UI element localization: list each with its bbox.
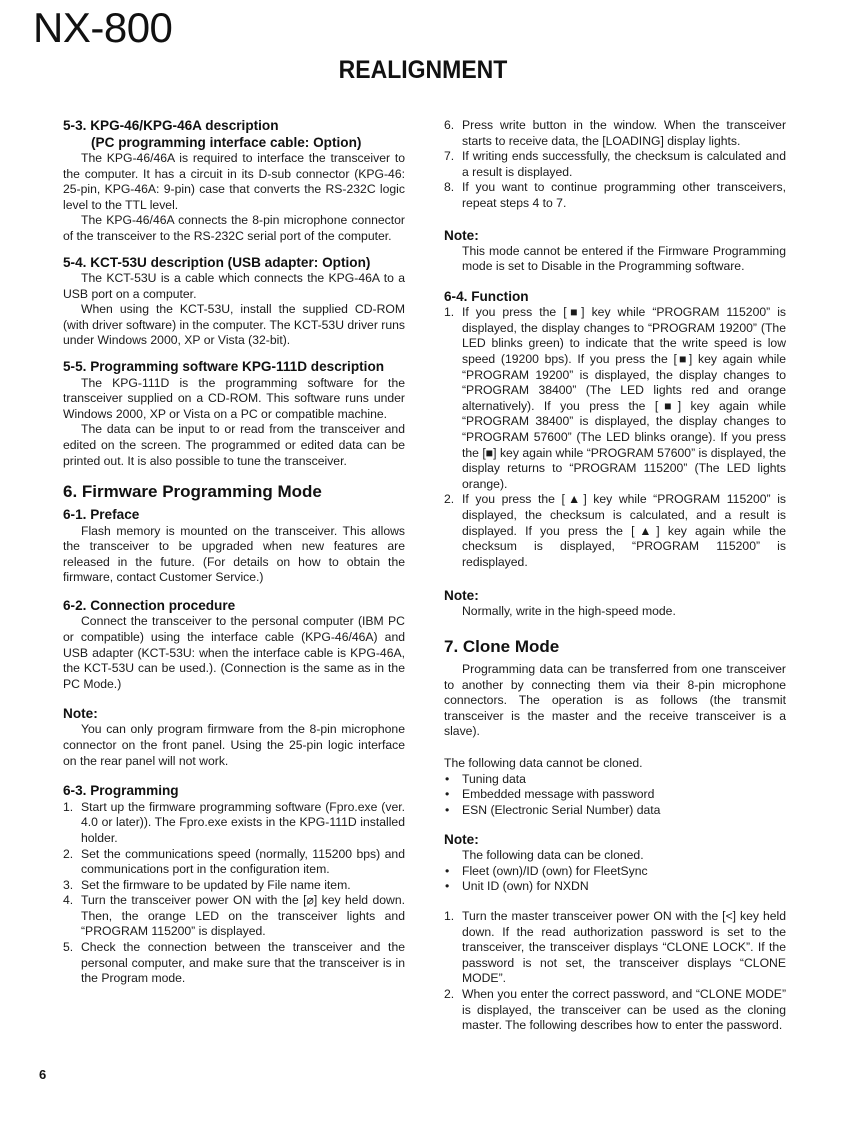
list-item bbox=[63, 847, 405, 878]
bullet: • bbox=[445, 771, 450, 786]
step-number: 1. bbox=[444, 909, 455, 924]
heading-7: 7. Clone Mode bbox=[444, 636, 560, 656]
note-heading-4: Note: bbox=[444, 832, 479, 848]
heading-5-4: 5-4. KCT-53U description (USB adapter: Option) bbox=[63, 254, 371, 270]
step-text: Turn the transceiver power ON with the [⌀] key held down. Then, the orange LED on the transceiver lights and “PROGRAM 115200” is displayed. bbox=[81, 893, 405, 939]
section-title: REALIGNMENT bbox=[338, 56, 508, 84]
step-text: Start up the firmware programming software (Fpro.exe (ver. 4.0 or later)). The Fpro.exe exists in the KPG-111D installed holder. bbox=[81, 799, 405, 845]
paragraph-5-5-1: The KPG-111D is the programming software for the transceiver supplied on a CD-ROM. This software runs under Windows 2000, XP or Vista on a PC or compatible machine. bbox=[63, 375, 405, 421]
paragraph-6-1: Flash memory is mounted on the transceiver. This allows the transceiver to be upgraded when new features are released in the future. (For details on how to obtain the firmware, contact Customer Service.) bbox=[63, 523, 405, 585]
bullet: • bbox=[445, 863, 450, 878]
step-number: 1. bbox=[63, 799, 74, 814]
step-number: 8. bbox=[444, 180, 455, 195]
paragraph-5-3-1: The KPG-46/46A is required to interface the transceiver to the computer. It has a circuit in its D-sub connector (KPG-46: 25-pin, KPG-46A: 9-pin) case that converts the RS-232C logic level to the TTL level. bbox=[63, 151, 405, 212]
paragraph-5-5-2: The data can be input to or read from the transceiver and edited on the screen. The programmed or edited data can be printed out. It is also possible to tune the transceiver. bbox=[63, 422, 405, 468]
cannot-clone-list bbox=[444, 772, 786, 819]
heading-6: 6. Firmware Programming Mode bbox=[63, 482, 322, 502]
heading-5-3-subtitle: (PC programming interface cable: Option) bbox=[91, 134, 362, 150]
step-number: 3. bbox=[63, 877, 74, 892]
list-item bbox=[444, 305, 786, 492]
note-heading-3: Note: bbox=[444, 588, 479, 604]
note-heading-1: Note: bbox=[63, 706, 98, 722]
function-list bbox=[444, 305, 786, 570]
step-text: If writing ends successfully, the checksum is calculated and a result is displayed. bbox=[462, 149, 786, 179]
step-text: Turn the master transceiver power ON with the [<] key held down. If the read authorization password is set to the transceiver, the transceiver displays “CLONE LOCK”. If the password is not set, the transceiver displays “CLONE MODE”. bbox=[462, 909, 786, 986]
list-item bbox=[444, 118, 786, 149]
note-text-1: You can only program firmware from the 8-pin microphone connector on the front panel. Using the 25-pin logic interface on the rear panel will not work. bbox=[63, 722, 405, 768]
model-name: NX-800 bbox=[33, 4, 173, 51]
list-item bbox=[63, 893, 405, 940]
bullet-text: ESN (Electronic Serial Number) data bbox=[462, 802, 661, 817]
list-item bbox=[444, 180, 786, 211]
heading-6-1: 6-1. Preface bbox=[63, 507, 140, 523]
bullet-text: Tuning data bbox=[462, 771, 526, 786]
step-number: 4. bbox=[63, 893, 74, 908]
heading-5-5: 5-5. Programming software KPG-111D description bbox=[63, 359, 385, 375]
list-item bbox=[444, 803, 786, 819]
step-number: 2. bbox=[444, 987, 455, 1002]
step-number: 7. bbox=[444, 149, 455, 164]
list-item bbox=[444, 864, 786, 880]
item-number: 2. bbox=[444, 492, 455, 507]
step-text: Check the connection between the transceiver and the personal computer, and make sure that the transceiver is in the Program mode. bbox=[81, 940, 405, 986]
item-text: If you press the [▲] key while “PROGRAM 115200” is displayed, the checksum is calculated, and a result is displayed. If you press the [▲] key again while the checksum is displayed, “PROGRAM 115200” is redisplayed. bbox=[462, 492, 786, 569]
heading-6-2: 6-2. Connection procedure bbox=[63, 597, 236, 613]
list-item bbox=[63, 878, 405, 894]
paragraph-5-4-2: When using the KCT-53U, install the supplied CD-ROM (with driver software) in the computer. The KCT-53U driver runs under Windows 2000, XP or Vista (32-bit). bbox=[63, 302, 405, 348]
programming-steps-continued bbox=[444, 118, 786, 212]
paragraph-5-3-2: The KPG-46/46A connects the 8-pin microphone connector of the transceiver to the RS-232C serial port of the computer. bbox=[63, 213, 405, 243]
heading-5-3: 5-3. KPG-46/KPG-46A description bbox=[63, 118, 279, 133]
bullet: • bbox=[445, 879, 450, 894]
step-number: 6. bbox=[444, 118, 455, 132]
bullet-text: Unit ID (own) for NXDN bbox=[462, 879, 589, 894]
bullet-text: Embedded message with password bbox=[462, 787, 655, 802]
step-number: 2. bbox=[63, 846, 74, 861]
page-number: 6 bbox=[39, 1067, 47, 1082]
heading-6-3: 6-3. Programming bbox=[63, 783, 179, 799]
step-number: 5. bbox=[63, 940, 74, 955]
step-text: When you enter the correct password, and “CLONE MODE” is displayed, the transceiver can be used as the cloning master. The following describes how to enter the password. bbox=[462, 987, 786, 1033]
bullet: • bbox=[445, 787, 450, 802]
paragraph-7-1: Programming data can be transferred from one transceiver to another by connecting them via their 8-pin microphone connectors. The operation is as follows (the transmit transceiver is the master and the receive transceiver is a slave). bbox=[444, 661, 786, 739]
list-item bbox=[444, 492, 786, 570]
note-text-3: Normally, write in the high-speed mode. bbox=[462, 604, 676, 619]
left-column bbox=[63, 118, 405, 987]
step-text: If you want to continue programming other transceivers, repeat steps 4 to 7. bbox=[462, 180, 786, 210]
programming-steps bbox=[63, 800, 405, 987]
right-column bbox=[444, 118, 786, 1034]
note-text-2: This mode cannot be entered if the Firmware Programming mode is set to Disable in the Programming software. bbox=[462, 243, 786, 274]
note-heading-2: Note: bbox=[444, 227, 479, 243]
list-item bbox=[444, 149, 786, 180]
list-item bbox=[444, 772, 786, 788]
list-item bbox=[63, 940, 405, 987]
can-clone-list bbox=[444, 864, 786, 895]
bullet-text: Fleet (own)/ID (own) for FleetSync bbox=[462, 863, 648, 878]
step-text: Set the firmware to be updated by File name item. bbox=[81, 877, 351, 892]
paragraph-6-2: Connect the transceiver to the personal computer (IBM PC or compatible) using the interface cable (KPG-46/46A) and USB adapter (KCT-53U: when the interface cable is KPG-46A, the KCT-53U can be used.). (Connection is the same as in the PC Mode.) bbox=[63, 614, 405, 691]
list-item bbox=[444, 787, 786, 803]
can-clone-intro: The following data can be cloned. bbox=[462, 848, 644, 863]
list-item bbox=[444, 879, 786, 895]
clone-steps bbox=[444, 909, 786, 1034]
paragraph-5-4-1: The KCT-53U is a cable which connects the KPG-46A to a USB port on a computer. bbox=[63, 271, 405, 301]
item-text: If you press the [■] key while “PROGRAM 115200” is displayed, the display changes to “PROGRAM 19200” (The LED blinks green) to indicate that the write speed is low speed (19200 bps). If you press the [■] key again while “PROGRAM 19200” is displayed, the display changes to “PROGRAM 38400” (The LED lights red and orange alternatively). If you press the [■] key again while “PROGRAM 38400” is displayed, the display changes to “PROGRAM 57600” (The LED blinks orange). If you press the [■] key again while “PROGRAM 57600” is displayed, the display returns to “PROGRAM 115200” (The LED lights orange). bbox=[462, 305, 786, 491]
list-item bbox=[444, 909, 786, 987]
list-item bbox=[444, 987, 786, 1034]
list-item bbox=[63, 800, 405, 847]
item-number: 1. bbox=[444, 305, 455, 320]
step-text: Press write button in the window. When the transceiver starts to receive data, the [LOADING] display lights. bbox=[462, 118, 786, 148]
heading-6-4: 6-4. Function bbox=[444, 288, 529, 304]
step-text: Set the communications speed (normally, 115200 bps) and communications port in the configuration item. bbox=[81, 846, 405, 877]
cannot-clone-intro: The following data cannot be cloned. bbox=[444, 755, 643, 770]
bullet: • bbox=[445, 802, 450, 817]
